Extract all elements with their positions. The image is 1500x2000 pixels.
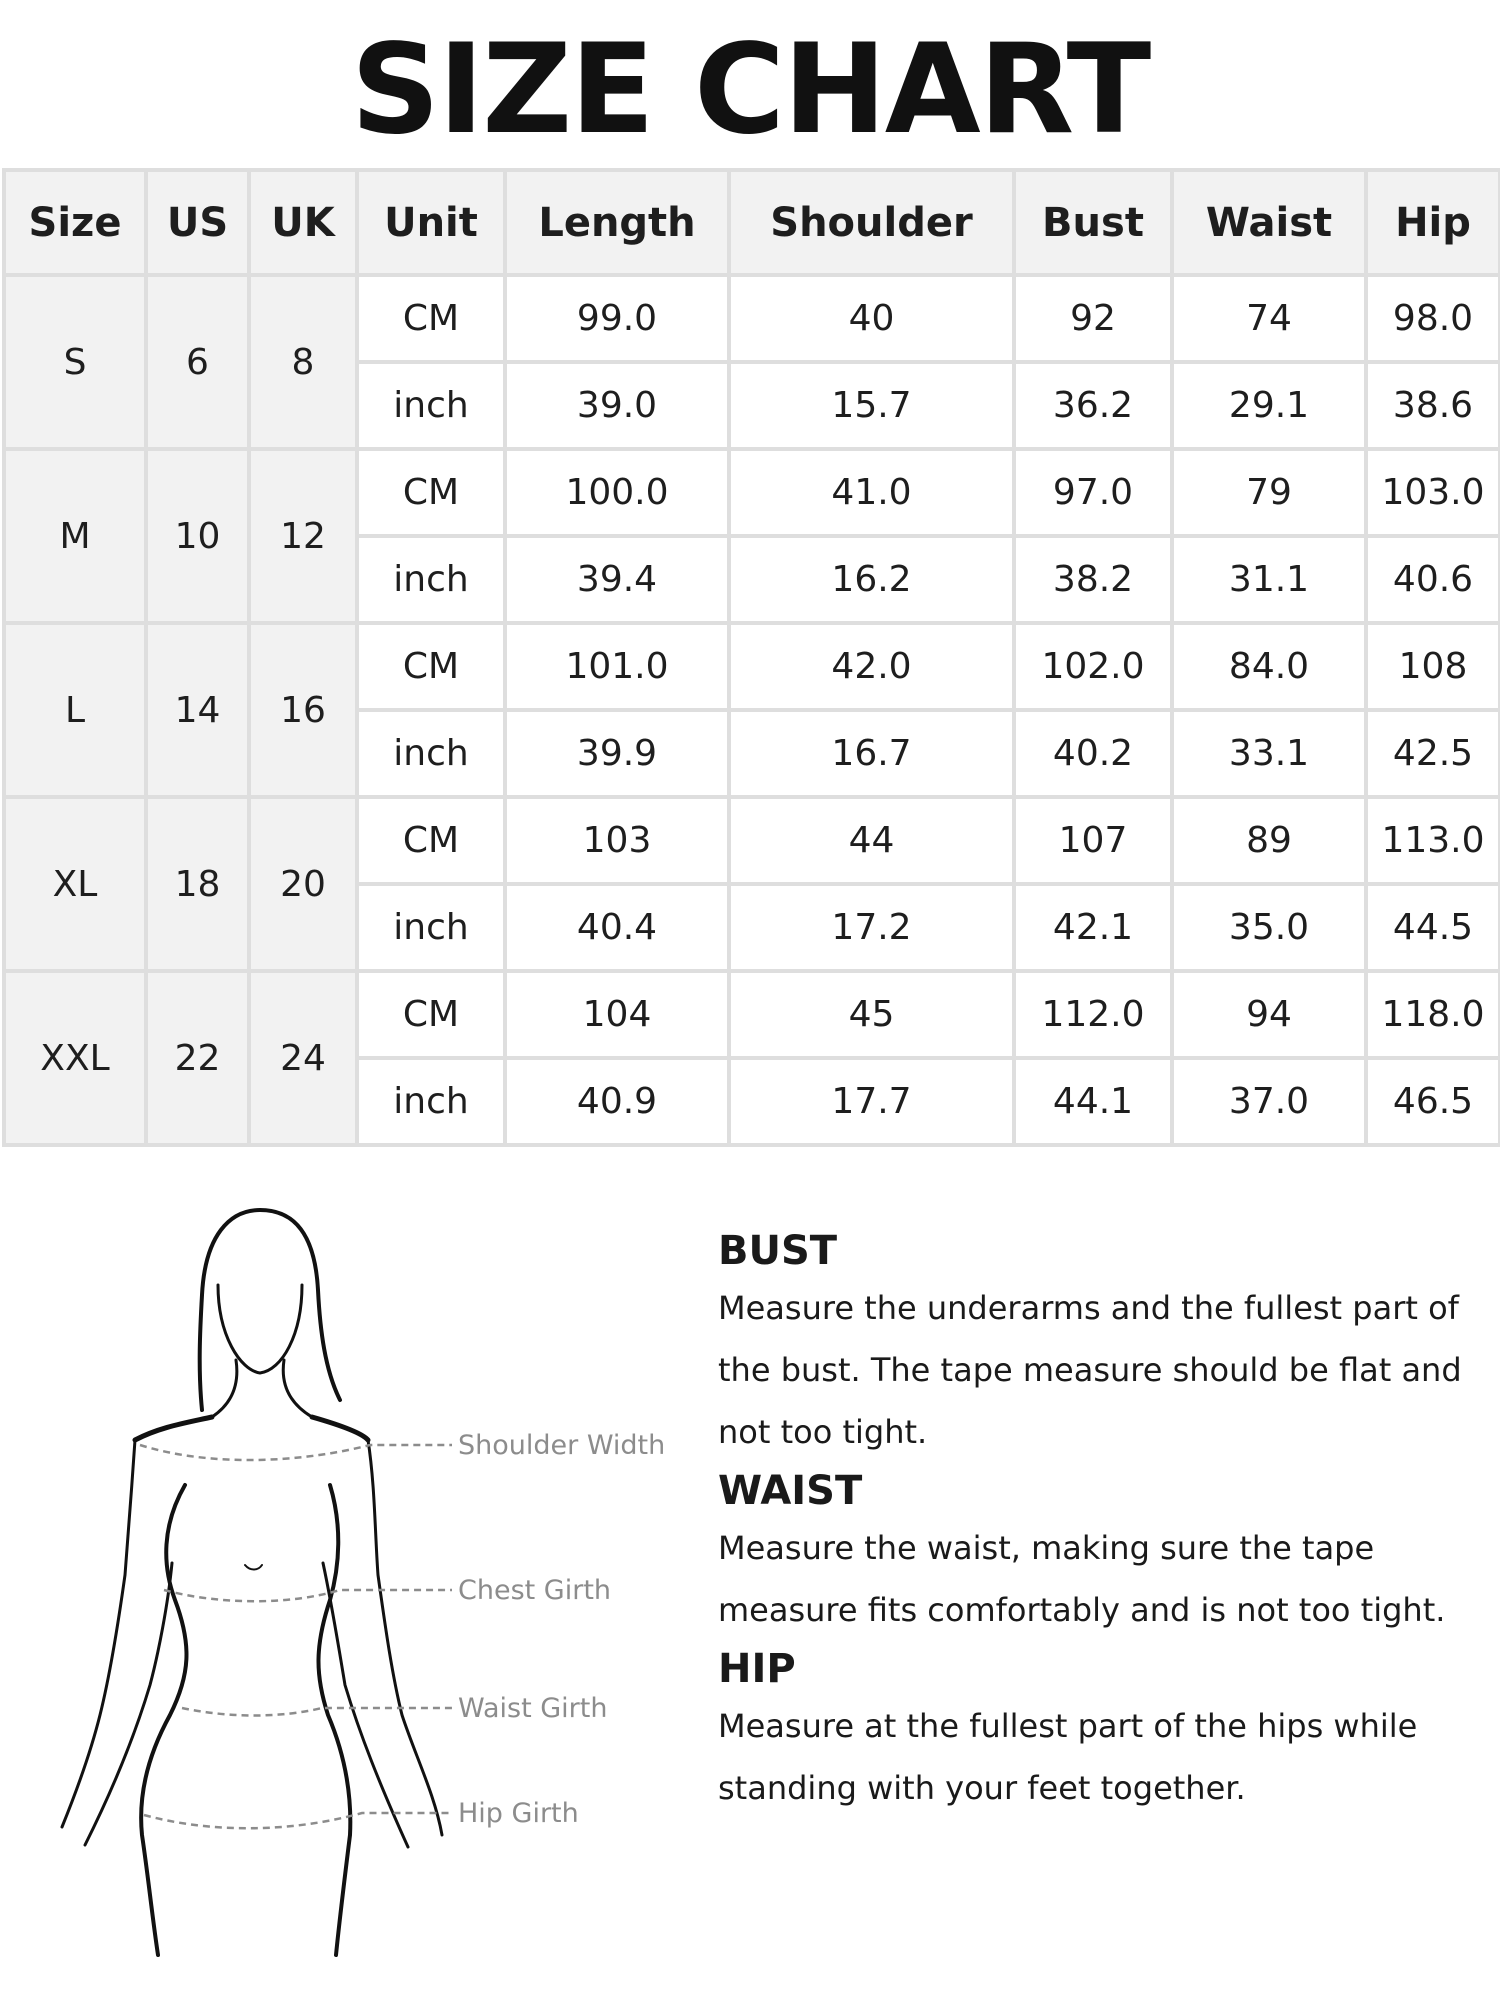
- column-header-waist: Waist: [1172, 170, 1366, 275]
- column-header-length: Length: [505, 170, 729, 275]
- measurement-cell: 42.5: [1366, 710, 1500, 797]
- size-table: [2, 168, 1500, 1147]
- waist-heading: WAIST: [718, 1468, 863, 1514]
- measurement-cell: 37.0: [1172, 1058, 1366, 1145]
- measurement-instructions: [718, 1225, 1478, 1821]
- face-outline: [218, 1285, 302, 1373]
- measurement-cell: 107: [1014, 797, 1172, 884]
- chest-hint: [245, 1565, 262, 1570]
- measurement-cell: 102.0: [1014, 623, 1172, 710]
- hip-text: Measure at the fullest part of the hips while standing with your feet together.: [718, 1707, 1418, 1807]
- measurement-cell: 36.2: [1014, 362, 1172, 449]
- left-inner-arm: [85, 1563, 172, 1845]
- bust-heading: BUST: [718, 1228, 838, 1274]
- measurement-cell: 108: [1366, 623, 1500, 710]
- measurement-cell: 104: [505, 971, 729, 1058]
- size-uk-cell: 8: [249, 275, 357, 449]
- hip-girth-label: Hip Girth: [458, 1798, 579, 1829]
- measurement-cell: 46.5: [1366, 1058, 1500, 1145]
- column-header-uk: UK: [249, 170, 357, 275]
- unit-cell: inch: [357, 884, 505, 971]
- measurement-cell: 45: [729, 971, 1014, 1058]
- measurement-cell: 112.0: [1014, 971, 1172, 1058]
- size-us-cell: 18: [146, 797, 249, 971]
- hip-instruction: [718, 1643, 1478, 1819]
- measurement-cell: 41.0: [729, 449, 1014, 536]
- measurement-cell: 38.6: [1366, 362, 1500, 449]
- unit-cell: inch: [357, 536, 505, 623]
- hip-heading: HIP: [718, 1646, 796, 1692]
- measurement-cell: 40.9: [505, 1058, 729, 1145]
- size-size-cell: M: [4, 449, 146, 623]
- measurement-cell: 17.7: [729, 1058, 1014, 1145]
- unit-cell: CM: [357, 797, 505, 884]
- size-us-cell: 14: [146, 623, 249, 797]
- column-header-hip: Hip: [1366, 170, 1500, 275]
- table-row: [4, 971, 1500, 1058]
- body-measurement-figure: [40, 1155, 680, 1985]
- unit-cell: CM: [357, 623, 505, 710]
- header-row: [4, 170, 1500, 275]
- unit-cell: inch: [357, 362, 505, 449]
- size-us-cell: 6: [146, 275, 249, 449]
- measurement-cell: 15.7: [729, 362, 1014, 449]
- measurement-cell: 103: [505, 797, 729, 884]
- size-size-cell: XL: [4, 797, 146, 971]
- shoulder-width-label: Shoulder Width: [458, 1430, 666, 1461]
- left-torso: [141, 1485, 186, 1955]
- page-title: SIZE CHART: [350, 18, 1150, 162]
- column-header-shoulder: Shoulder: [729, 170, 1014, 275]
- size-uk-cell: 20: [249, 797, 357, 971]
- column-header-size: Size: [4, 170, 146, 275]
- unit-cell: inch: [357, 1058, 505, 1145]
- measurement-cell: 39.0: [505, 362, 729, 449]
- measurement-cell: 40: [729, 275, 1014, 362]
- measurement-cell: 99.0: [505, 275, 729, 362]
- right-arm: [368, 1440, 442, 1835]
- size-uk-cell: 16: [249, 623, 357, 797]
- measurement-cell: 29.1: [1172, 362, 1366, 449]
- size-size-cell: S: [4, 275, 146, 449]
- column-header-bust: Bust: [1014, 170, 1172, 275]
- table-row: [4, 623, 1500, 710]
- measurement-cell: 16.2: [729, 536, 1014, 623]
- size-uk-cell: 12: [249, 449, 357, 623]
- measurement-cell: 100.0: [505, 449, 729, 536]
- measurement-cell: 79: [1172, 449, 1366, 536]
- table-body: [4, 275, 1500, 1145]
- measurement-cell: 97.0: [1014, 449, 1172, 536]
- table-row: [4, 449, 1500, 536]
- measurement-cell: 101.0: [505, 623, 729, 710]
- measurement-cell: 39.4: [505, 536, 729, 623]
- unit-cell: CM: [357, 971, 505, 1058]
- size-uk-cell: 24: [249, 971, 357, 1145]
- measurement-cell: 98.0: [1366, 275, 1500, 362]
- waist-girth-label: Waist Girth: [458, 1693, 608, 1724]
- measurement-cell: 40.2: [1014, 710, 1172, 797]
- measurement-cell: 39.9: [505, 710, 729, 797]
- bust-instruction: [718, 1225, 1478, 1463]
- left-arm: [62, 1440, 135, 1827]
- chest-girth-label: Chest Girth: [458, 1575, 612, 1606]
- measurement-cell: 40.4: [505, 884, 729, 971]
- waist-measure-line: [182, 1708, 452, 1716]
- measurement-cell: 103.0: [1366, 449, 1500, 536]
- table-row: [4, 275, 1500, 362]
- measurement-cell: 89: [1172, 797, 1366, 884]
- measurement-cell: 74: [1172, 275, 1366, 362]
- measurement-cell: 92: [1014, 275, 1172, 362]
- measurement-cell: 17.2: [729, 884, 1014, 971]
- right-torso: [318, 1485, 350, 1955]
- body-outline-illustration: [40, 1155, 680, 1985]
- neck-right: [283, 1360, 312, 1417]
- waist-text: Measure the waist, making sure the tape measure fits comfortably and is not too tight.: [718, 1529, 1446, 1629]
- shoulder-line: [135, 1417, 368, 1440]
- size-size-cell: XXL: [4, 971, 146, 1145]
- size-us-cell: 10: [146, 449, 249, 623]
- unit-cell: CM: [357, 449, 505, 536]
- measurement-cell: 42.0: [729, 623, 1014, 710]
- column-header-us: US: [146, 170, 249, 275]
- size-size-cell: L: [4, 623, 146, 797]
- shoulder-measure-line: [140, 1445, 452, 1460]
- measurement-cell: 118.0: [1366, 971, 1500, 1058]
- measurement-cell: 16.7: [729, 710, 1014, 797]
- measurement-cell: 113.0: [1366, 797, 1500, 884]
- measurement-cell: 35.0: [1172, 884, 1366, 971]
- neck-left: [212, 1360, 237, 1417]
- measurement-cell: 40.6: [1366, 536, 1500, 623]
- measurement-cell: 44.1: [1014, 1058, 1172, 1145]
- measurement-cell: 38.2: [1014, 536, 1172, 623]
- unit-cell: CM: [357, 275, 505, 362]
- unit-cell: inch: [357, 710, 505, 797]
- column-header-unit: Unit: [357, 170, 505, 275]
- measurement-cell: 42.1: [1014, 884, 1172, 971]
- waist-instruction: [718, 1465, 1478, 1641]
- bust-text: Measure the underarms and the fullest part of the bust. The tape measure should be flat and not too tight.: [718, 1289, 1462, 1451]
- right-inner-arm: [323, 1563, 408, 1847]
- chest-measure-line: [164, 1590, 452, 1601]
- measurement-cell: 44.5: [1366, 884, 1500, 971]
- measurement-cell: 31.1: [1172, 536, 1366, 623]
- table-row: [4, 797, 1500, 884]
- measurement-cell: 33.1: [1172, 710, 1366, 797]
- size-us-cell: 22: [146, 971, 249, 1145]
- measurement-cell: 44: [729, 797, 1014, 884]
- hip-measure-line: [144, 1813, 452, 1828]
- measurement-cell: 84.0: [1172, 623, 1366, 710]
- measurement-cell: 94: [1172, 971, 1366, 1058]
